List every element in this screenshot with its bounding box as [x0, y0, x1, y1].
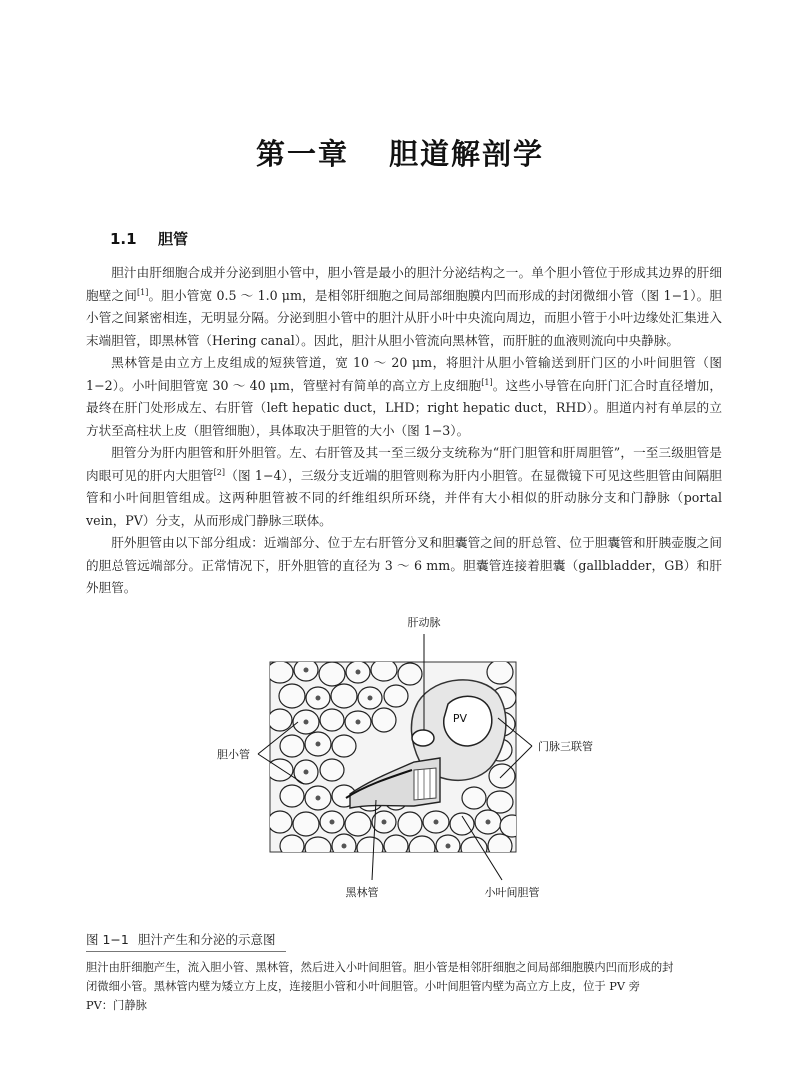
paragraph-2 — [86, 352, 722, 442]
caption-line-2: 闭微细小管。黑林管内壁为矮立方上皮，连接胆小管和小叶间胆管。小叶间胆管内壁为高立方上皮，位于 PV 旁 — [86, 980, 640, 993]
hepatic-artery-shape — [412, 730, 434, 746]
caption-line-3: PV：门静脉 — [86, 999, 147, 1012]
paragraph-1-part-b: 。胆小管宽 0.5 ～ 1.0 μm，是相邻肝细胞之间局部细胞膜内凹而形成的封闭微细小管（图 1−1）。胆小管之间紧密相连，无明显分隔。分泌到胆小管中的胆汁从肝小叶中央流向周边，而胆小管于小叶边缘处汇集进入末端胆管，即黑林管（Hering canal）。因此，胆汁从胆小管流向黑林管，而肝脏的血液则流向中央静脉。 — [86, 287, 722, 348]
citation-3: [2] — [213, 467, 226, 477]
figure-caption-title — [86, 930, 276, 948]
paragraph-3 — [86, 442, 722, 532]
portal-triad-label: 门脉三联管 — [538, 740, 593, 753]
paragraph-3-part-b: （图 1−4），三级分支近端的胆管则称为肝内小胆管。在显微镜下可见这些胆管由间隔胆管和小叶间胆管组成。这两种胆管被不同的纤维组织所环绕，并伴有大小相似的肝动脉分支和门静脉（portal vein，PV）分支，从而形成门静脉三联体。 — [86, 467, 723, 528]
portal-vein-shape — [444, 696, 492, 746]
hering-canal-label: 黑林管 — [345, 886, 379, 899]
citation-2: [1] — [481, 377, 493, 387]
section-number: 1.1 — [110, 230, 137, 248]
paragraph-1-part-a: 胆汁由肝细胞合成并分泌到胆小管中，胆小管是最小的胆汁分泌结构之一。单个胆小管位于形成其边界的肝细胞壁之间 — [86, 265, 722, 303]
section-heading — [110, 228, 188, 249]
section-title: 胆管 — [158, 230, 189, 248]
paragraph-1 — [86, 262, 722, 352]
chapter-title — [0, 132, 800, 173]
figure-caption-text — [86, 958, 722, 1015]
body-text — [86, 262, 722, 600]
bile-canaliculus-label: 胆小管 — [217, 748, 250, 761]
caption-line-1: 胆汁由肝细胞产生，流入胆小管、黑林管，然后进入小叶间胆管。胆小管是相邻肝细胞之间局部细胞膜内凹而形成的封 — [86, 961, 674, 974]
paragraph-4: 肝外胆管由以下部分组成：近端部分、位于左右肝管分叉和胆囊管之间的肝总管、位于胆囊管和肝胰壶腹之间的胆总管远端部分。正常情况下，肝外胆管的直径为 3 ～ 6 mm。胆囊管连接着胆囊（gallbladder，GB）和肝外胆管。 — [86, 535, 722, 595]
paragraph-3-part-a: 胆管分为肝内胆管和肝外胆管。左、右肝管及其一至三级分支统称为“肝门胆管和肝周胆管”，一至三级胆管是肉眼可见的肝内大胆管 — [86, 445, 722, 483]
hepatic-artery-label: 肝动脉 — [407, 616, 441, 629]
pv-label: PV — [452, 712, 468, 725]
figure-illustration — [200, 612, 610, 912]
figure-bile-secretion — [200, 612, 610, 912]
chapter-number: 第一章 — [255, 137, 349, 171]
interlobular-duct-label: 小叶间胆管 — [484, 886, 540, 899]
chapter-name: 胆道解剖学 — [389, 137, 545, 171]
paragraph-2-part-a: 黑林管是由立方上皮组成的短狭管道，宽 10 ～ 20 μm，将胆汁从胆小管输送到肝门区的小叶间胆管（图 1−2）。小叶间胆管宽 30 ～ 40 μm，管壁衬有简单的高立方上皮细胞 — [86, 355, 722, 393]
figure-number: 图 1−1 — [86, 932, 129, 947]
figure-title: 胆汁产生和分泌的示意图 — [138, 932, 276, 947]
paragraph-2-part-b: 。这些小导管在向肝门汇合时直径增加，最终在肝门处形成左、右肝管（left hepatic duct，LHD；right hepatic duct，RHD）。胆道内衬有单层的立方状至高柱状上皮（胆管细胞），具体取决于胆管的大小（图 1−3）。 — [86, 377, 723, 438]
caption-divider — [86, 951, 286, 952]
citation-1: [1] — [137, 287, 149, 297]
